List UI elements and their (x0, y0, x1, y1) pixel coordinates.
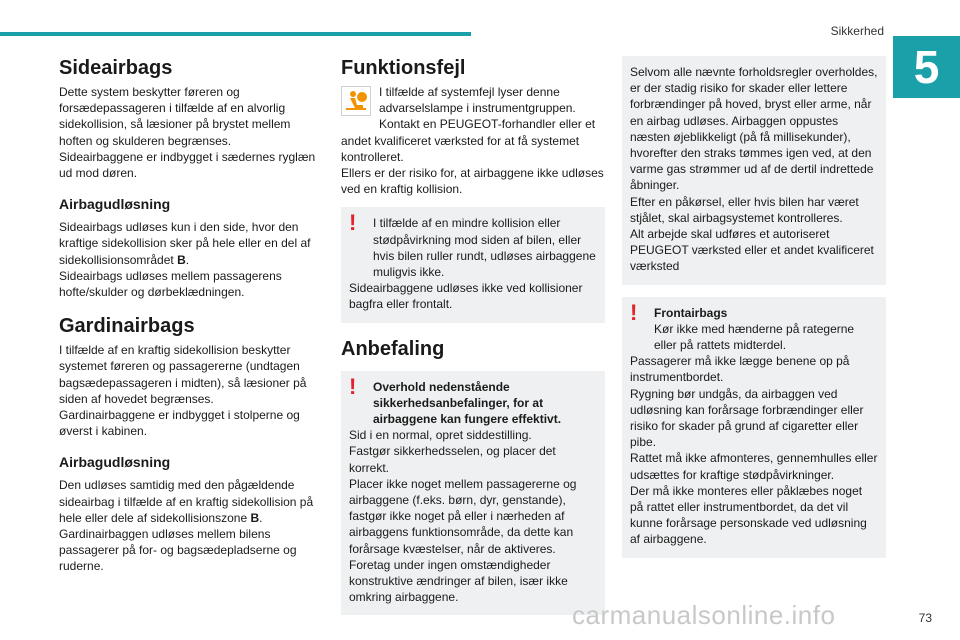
paragraph: Sideairbags udløses kun i den side, hvor den kraftige sidekollision sker på hele eller en del af sidekollisionsområdet B. (59, 220, 311, 267)
heading-airbag-release: Airbagudløsning (59, 196, 171, 213)
info-box (622, 56, 886, 285)
paragraph: Ellers er der risiko for, at airbaggene ikke udløses ved en kraftig kollision. (341, 166, 604, 197)
paragraph: Kontakt en PEUGEOT-forhandler eller et andet kvalificeret værksted for at få systemet kontrolleret. (341, 117, 596, 164)
chapter-number-tab: 5 (893, 36, 960, 98)
warning-box-frontairbags (622, 297, 886, 558)
exclamation-icon: ! (349, 210, 357, 236)
paragraph: I tilfælde af systemfejl lyser denne advarselslampe i instrumentgruppen. (379, 85, 576, 116)
header-accent-bar (0, 32, 471, 36)
heading-airbag-release: Airbagudløsning (59, 454, 171, 471)
warning-box (341, 371, 605, 616)
watermark: carmanualsonline.info (572, 600, 836, 630)
airbag-warning-icon (341, 86, 371, 116)
paragraph: Alt arbejde skal udføres et autoriseret PEUGEOT værksted eller et andet kvalificeret værksted (630, 227, 874, 274)
paragraph: Sid i en normal, opret siddestilling. (349, 428, 532, 443)
paragraph: Passagerer må ikke lægge benene op på instrumentbordet. (630, 354, 850, 385)
paragraph: Efter en påkørsel, eller hvis bilen har været stjålet, skal airbagsystemet kontrolleres. (630, 194, 859, 225)
paragraph: Rygning bør undgås, da airbaggen ved udløsning kan forårsage forbrændinger eller risiko for skader på grund af cigaretter eller pibe. (630, 386, 864, 450)
column-left (59, 56, 321, 575)
paragraph: Placer ikke noget mellem passagererne og airbaggene (f.eks. børn, dyr, genstande), fastgør ikke noget på eller i nærheden af airbaggens funktionsområde, da dette kan forårsage kvæstelser, når de aktiveres. (349, 476, 577, 556)
paragraph-text: Den udløses samtidig med den pågældende sideairbag i tilfælde af en kraftig sidekollision på hele eller dele af sidekollisionszone (59, 478, 314, 525)
fault-block (341, 84, 605, 197)
heading-recommendation: Anbefaling (341, 337, 445, 360)
column-right (622, 56, 886, 558)
paragraph: Dette system beskytter føreren og forsædepassageren i tilfælde af en alvorlig sidekollision, så læsioner på brystet mellem hoften og skulderen begrænses. (59, 85, 291, 148)
paragraph: Der må ikke monteres eller påklæbes noget på rattet eller instrumentbordet, da det vil kunne forårsage personskade ved udløsning af airbaggene. (630, 483, 867, 547)
page-number: 73 (918, 611, 932, 625)
zone-label: B (250, 510, 260, 525)
paragraph: Sideairbaggene udløses ikke ved kollisioner bagfra eller frontalt. (349, 281, 583, 312)
section-title: Sikkerhed (830, 24, 884, 38)
column-middle (341, 56, 605, 615)
paragraph: Sideairbags udløses mellem passagerens hofte/skulder og dørbeklædningen. (59, 268, 282, 300)
paragraph: I tilfælde af en kraftig sidekollision beskytter systemet føreren og passagererne (undtagen bagsædepassageren i midten), så læsioner på siden af hovedet begrænses. (59, 343, 307, 406)
paragraph: Gardinairbaggen udløses mellem bilens passagerer på for- og bagsædepladserne og ruderne. (59, 527, 297, 574)
paragraph-text: Sideairbags udløses kun i den side, hvor den kraftige sidekollision sker på hele eller en del af sidekollisionsområdet (59, 220, 311, 267)
zone-label: B (177, 252, 186, 267)
paragraph-bold: Frontairbags (654, 305, 728, 320)
paragraph: Sideairbaggene er indbygget i sædernes ryglæn ud mod døren. (59, 149, 316, 181)
paragraph: Fastgør sikkerhedsselen, og placer det korrekt. (349, 444, 556, 475)
paragraph: Selvom alle nævnte forholdsregler overholdes, er der stadig risiko for skader eller lettere forbrændinger på hoved, bryst eller arme, når en airbag udløses. Airbaggen oppustes næsten øjeblikkeligt (på få millisekunder), hvorefter den straks tømmes igen ved, at den varme gas strømmer ud af de dertil indrettede åbninger. (630, 65, 878, 193)
paragraph: Kør ikke med hænderne på rategerne eller på rattets midterdel. (654, 321, 855, 353)
exclamation-icon: ! (349, 373, 357, 399)
paragraph: I tilfælde af en mindre kollision eller stødpåvirkning mod siden af bilen, eller hvis bilen ruller rundt, udløses airbaggene muligvis ikke. (373, 216, 596, 280)
paragraph: Foretag under ingen omstændigheder konstruktive ændringer af bilen, især ikke omkring airbaggene. (349, 557, 568, 605)
heading-gardinairbags: Gardinairbags (59, 315, 195, 338)
warning-box (341, 207, 605, 322)
exclamation-icon: ! (630, 299, 638, 325)
paragraph: Gardinairbaggene er indbygget i stolperne og øverst i kabinen. (59, 408, 300, 439)
paragraph: Den udløses samtidig med den pågældende sideairbag i tilfælde af en kraftig sidekollision på hele eller dele af sidekollisionszone B. (59, 478, 314, 525)
heading-fault: Funktionsfejl (341, 57, 466, 79)
heading-sideairbags: Sideairbags (59, 57, 173, 79)
paragraph-bold: Overhold nedenstående sikkerhedsanbefalinger, for at airbaggene kan fungere effektivt. (373, 379, 562, 427)
paragraph: Rattet må ikke afmonteres, gennemhulles eller udsættes for kraftige stødpåvirkninger. (630, 451, 878, 482)
